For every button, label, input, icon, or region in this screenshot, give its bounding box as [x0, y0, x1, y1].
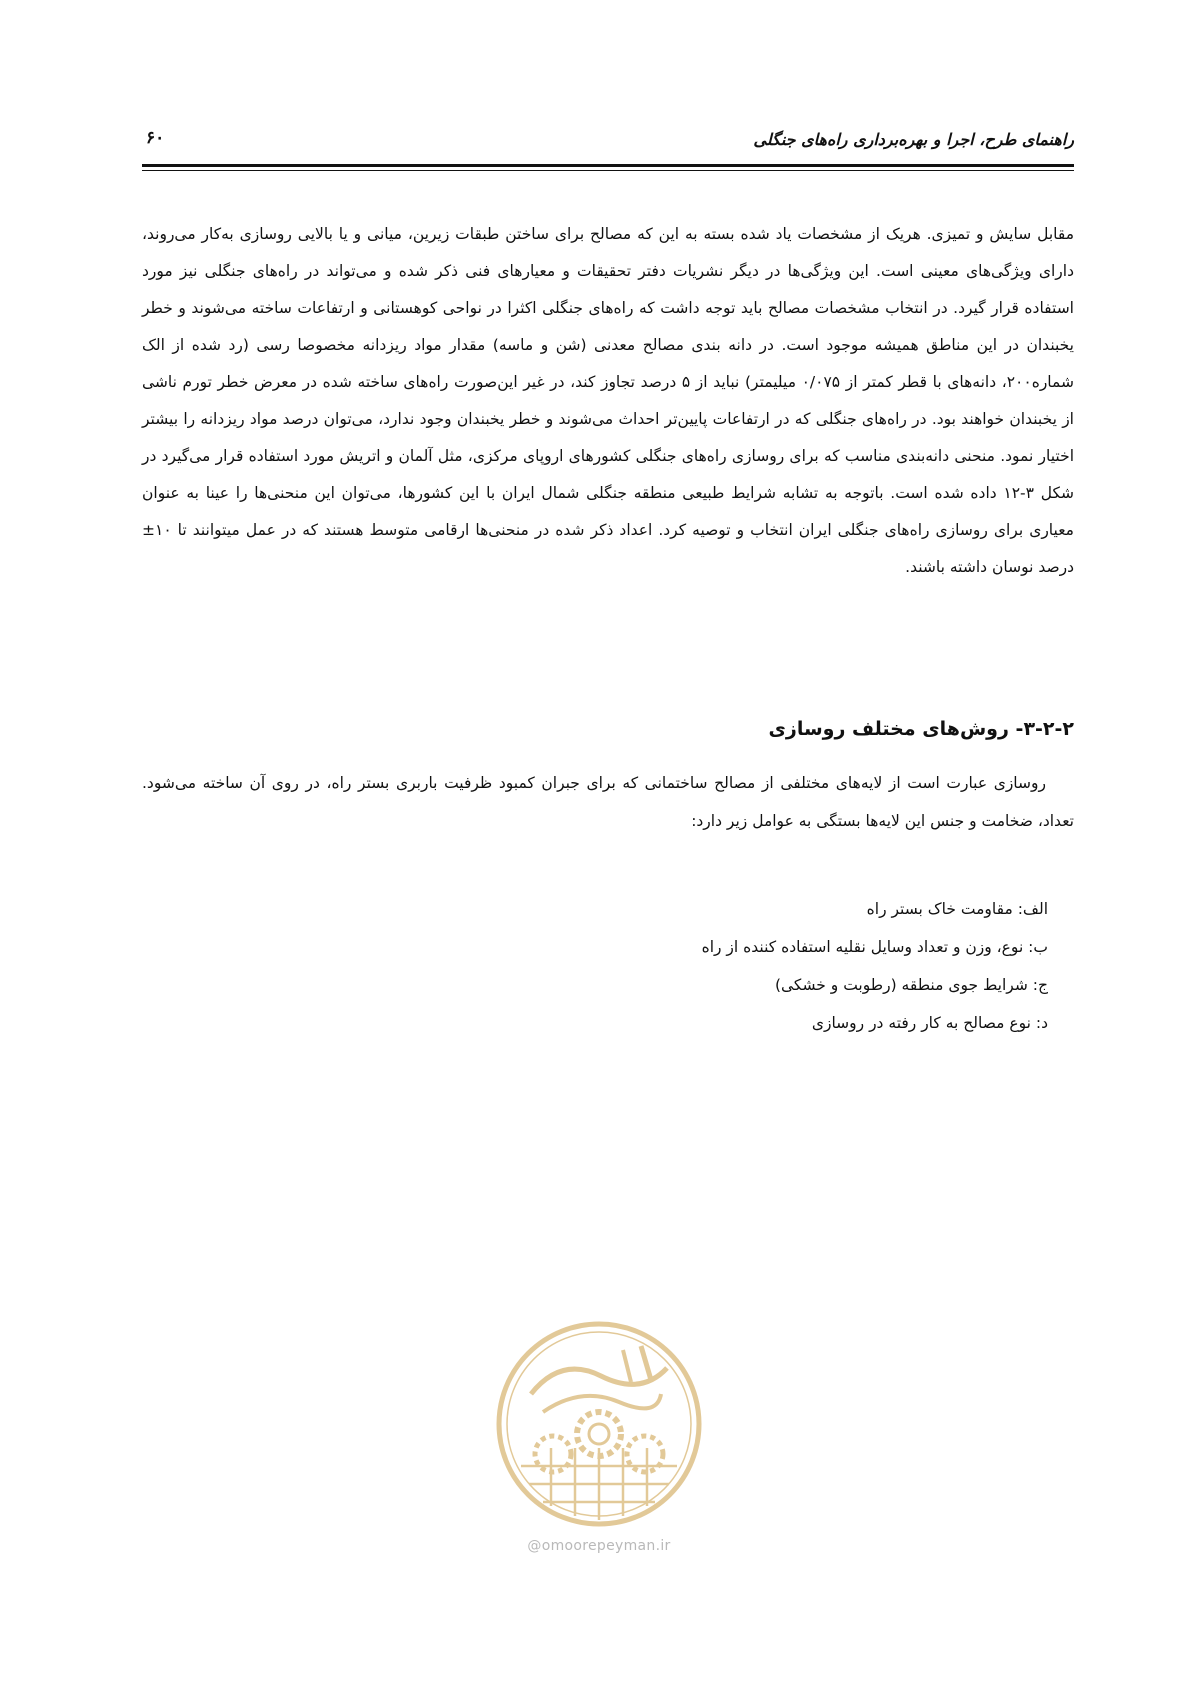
body-paragraph [142, 216, 1074, 586]
running-header [142, 126, 1074, 160]
list-item: ب: نوع، وزن و تعداد وسایل نقلیه استفاده کننده از راه [701, 938, 1048, 956]
header-rule-thin [142, 170, 1074, 171]
list-item: ج: شرایط جوی منطقه (رطوبت و خشکی) [774, 976, 1048, 994]
section-intro [142, 764, 1074, 840]
book-title: راهنمای طرح، اجرا و بهره‌برداری راه‌های جنگلی [753, 130, 1074, 149]
watermark-logo [491, 1316, 707, 1532]
section-heading: ۳-۲-۲- روش‌های مختلف روسازی [768, 718, 1074, 740]
intro-text: روسازی عبارت است از لایه‌های مختلفی از مصالح ساختمانی که برای جبران کمبود ظرفیت باربری بستر راه، در روی آن ساخته می‌شود. تعداد، ضخامت و جنس این لایه‌ها بستگی به عوامل زیر دارد: [142, 774, 1074, 830]
paragraph-text: مقابل سایش و تمیزی. هریک از مشخصات یاد شده بسته به این که مصالح برای ساختن طبقات زیرین، میانی و یا بالایی روسازی به‌کار می‌روند، دارای ویژگی‌های معینی است. این ویژگی‌ها در دیگر نشریات دفتر تحقیقات و معیارهای فنی ذکر شده و می‌تواند در راه‌های جنگلی نیز مورد استفاده قرار گیرد. در انتخاب مشخصات مصالح باید توجه داشت که راه‌های جنگلی اکثرا در نواحی کوهستانی و ارتفاعات ساخته می‌شوند و خطر یخبندان در این مناطق همیشه موجود است. در دانه بندی مصالح معدنی (شن و ماسه) مقدار مواد ریزدانه مخصوصا رسی (رد شده از الک شماره۲۰۰، دانه‌های با قطر کمتر از ۰/۰۷۵ میلیمتر) نباید از ۵ درصد تجاوز کند، در غیر این‌صورت راه‌های ساخته شده در معرض خطر تورم ناشی از یخبندان خواهند بود. در راه‌های جنگلی که در ارتفاعات پایین‌تر احداث می‌شوند و خطر یخبندان وجود ندارد، می‌توان درصد مواد ریزدانه را بیشتر اختیار نمود. منحنی دانه‌بندی مناسب که برای روسازی راه‌های جنگلی کشورهای اروپای مرکزی، مثل آلمان و اتریش مورد استفاده قرار می‌گیرد در شکل ۳-۱۲ داده شده است. باتوجه به تشابه شرایط طبیعی منطقه جنگلی شمال ایران با این کشورها، می‌توان این منحنی‌ها را عینا به عنوان معیاری برای روسازی راه‌های جنگلی ایران انتخاب و توصیه کرد. اعداد ذکر شده در منحنی‌ها ارقامی متوسط هستند که در عمل میتوانند تا ۱۰± درصد نوسان داشته باشند. [142, 225, 1074, 576]
page-number: ۶۰ [146, 128, 165, 148]
list-item: الف: مقاومت خاک بستر راه [866, 900, 1048, 918]
watermark-url: @omoorepeyman.ir [527, 1538, 671, 1554]
list-item: د: نوع مصالح به کار رفته در روسازی [811, 1014, 1048, 1032]
header-rule-thick [142, 164, 1074, 167]
factor-list [300, 890, 1048, 1042]
